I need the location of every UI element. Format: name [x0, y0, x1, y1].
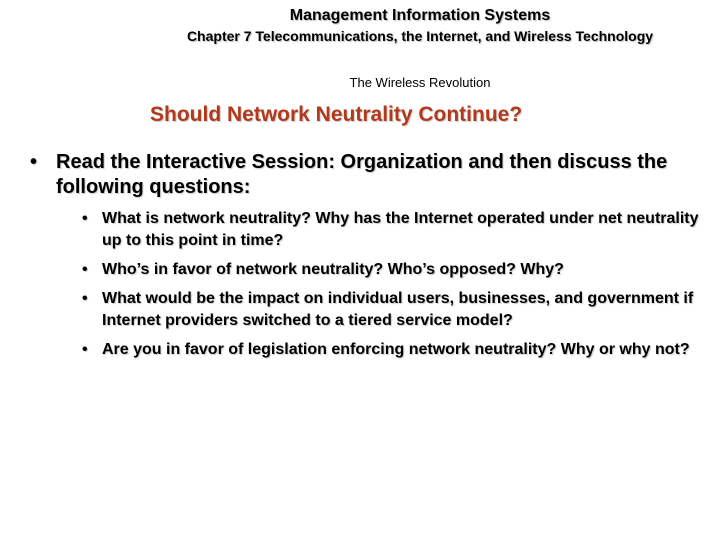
- slide-title: Should Network Neutrality Continue?: [150, 103, 523, 126]
- bullet-icon: •: [30, 151, 38, 173]
- bullet-icon: •: [82, 341, 88, 358]
- list-item: [82, 339, 702, 361]
- header-title: Management Information Systems: [289, 7, 551, 24]
- question-list: [56, 208, 710, 361]
- bullet-icon: •: [82, 261, 88, 278]
- bullet-list: [30, 150, 710, 368]
- list-item: [82, 208, 702, 252]
- bullet-icon: •: [82, 210, 88, 227]
- main-bullet-text: Read the Interactive Session: Organization and then discuss the following questions:: [56, 151, 668, 198]
- list-item: [82, 288, 702, 332]
- list-item: [30, 150, 710, 361]
- question-text: What would be the impact on individual users, businesses, and government if Internet providers switched to a tiered service model?: [102, 290, 694, 329]
- question-text: What is network neutrality? Why has the Internet operated under net neutrality up to this point in time?: [102, 210, 699, 249]
- list-item: [82, 259, 702, 281]
- bullet-icon: •: [82, 290, 88, 307]
- question-text: Are you in favor of legislation enforcing network neutrality? Why or why not?: [102, 341, 690, 358]
- question-text: Who’s in favor of network neutrality? Who’s opposed? Why?: [102, 261, 564, 278]
- header-chapter: Chapter 7 Telecommunications, the Internet, and Wireless Technology: [186, 28, 654, 44]
- section-label: The Wireless Revolution: [349, 75, 491, 90]
